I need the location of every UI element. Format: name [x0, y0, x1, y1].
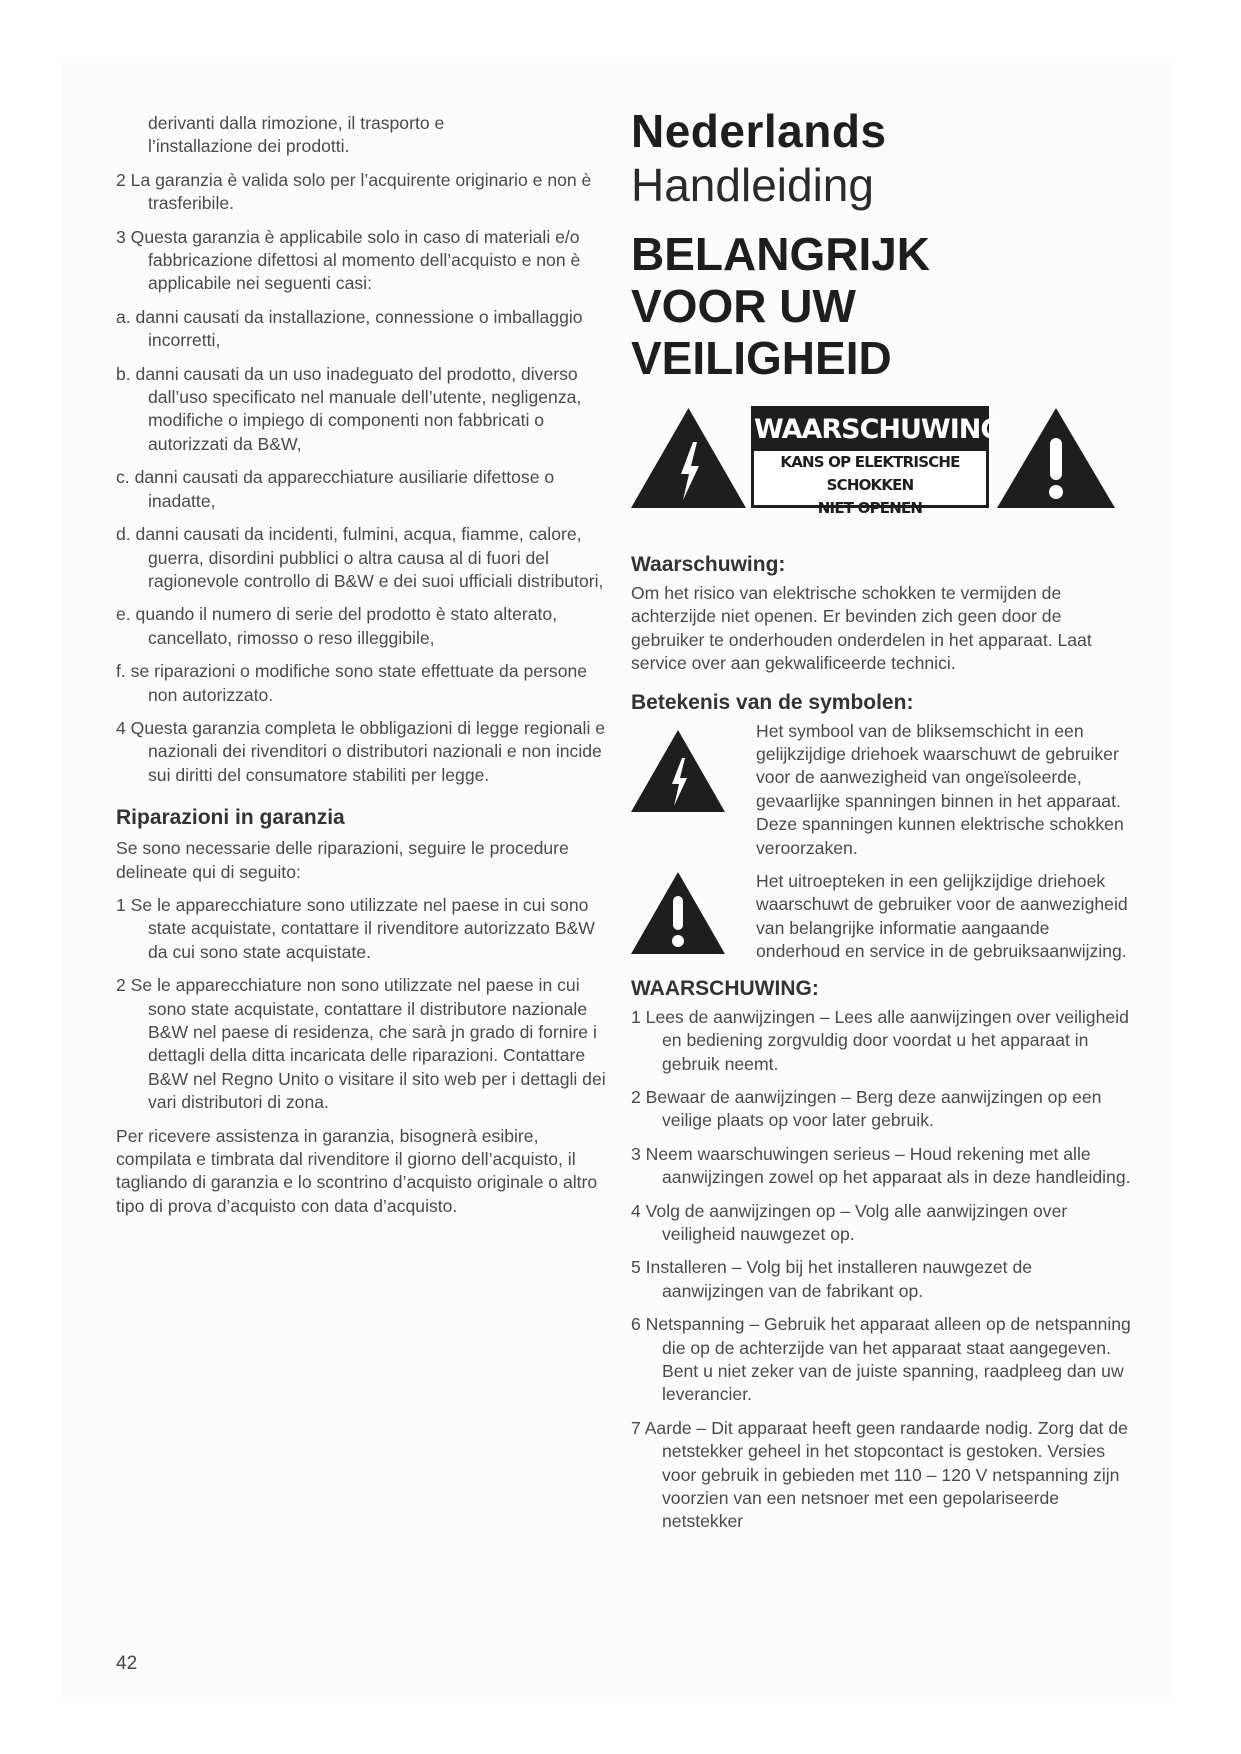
warning-label-box: [751, 406, 1002, 517]
warranty-item: b. danni causati da un uso inadeguato del prodotto, diverso dall’uso specificato nel manuale dell’utente, negligenza, modifiche o impiego di componenti non fabbricati o autorizzati da B&W,: [116, 363, 582, 454]
safety-title-line: BELANGRIJK: [631, 228, 931, 280]
continuation-line: derivanti dalla rimozione, il trasporto e: [148, 113, 445, 133]
continuation-line: l’installazione dei prodotti.: [148, 136, 350, 157]
closing-paragraph: Per ricevere assistenza in garanzia, bisognerà esibire, compilata e timbrata dal rivenditore il giorno dell’acquisto, il tagliando di garanzia e lo scontrino d’acquisto originale o altro tipo di prova d’acquisto con data d’acquisto.: [116, 1125, 598, 1216]
warranty-item: a. danni causati da installazione, connessione o imballaggio incorretti,: [116, 306, 583, 351]
caution-item: 2 Bewaar de aanwijzingen – Berg deze aanwijzingen op een veilige plaats op voor later gebruik.: [631, 1086, 1102, 1131]
caution-item: 4 Volg de aanwijzingen op – Volg alle aanwijzingen over veiligheid nauwgezet op.: [631, 1200, 1068, 1244]
caution-heading: WAARSCHUWING:: [631, 976, 819, 1000]
caution-item: 6 Netspanning – Gebruik het apparaat alleen op de netspanning die op de achterzijde van het apparaat staat aangegeven. Bent u niet zeker van de juiste spanning, raadpleeg dan uw leverancier.: [631, 1314, 1131, 1405]
warning-label-line: KANS OP ELEKTRISCHE SCHOKKEN: [780, 453, 960, 494]
manual-subtitle: Handleiding: [631, 159, 874, 211]
caution-item: 1 Lees de aanwijzingen – Lees alle aanwijzingen over veiligheid en bediening zorgvuldig door voordat u het apparaat in gebruik neemt.: [631, 1006, 1129, 1074]
repair-step: 2 Se le apparecchiature non sono utilizzate nel paese in cui sono state acquistate, contattare il distributore nazionale B&W nel paese di residenza, che sarà jn grado di fornire i dettagli della ditta incaricata delle riparazioni. Contattare B&W nel Regno Unito o visitare il sito web per i dettagli dei vari distributori di zona.: [116, 975, 606, 1113]
warranty-item: e. quando il numero di serie del prodotto è stato alterato, cancellato, rimosso o reso illeggibile,: [116, 604, 558, 648]
warranty-item: f. se riparazioni o modifiche sono state effettuate da persone non autorizzato.: [116, 661, 588, 705]
caution-item: 5 Installeren – Volg bij het installeren nauwgezet de aanwijzingen van de fabrikant op.: [631, 1257, 1033, 1301]
symbol-exclamation-text: Het uitroepteken in een gelijkzijdige driehoek waarschuwt de gebruiker voor de aanwezigheid van belangrijke informatie aangaande onderhoud en service in de gebruiksaanwijzing.: [756, 871, 1128, 962]
warning-label-title: WAARSCHUWING: [754, 409, 986, 451]
exclamation-triangle-icon: [997, 408, 1115, 508]
safety-title-line: VEILIGHEID: [631, 332, 892, 384]
warranty-item: 2 La garanzia è valida solo per l’acquirente originario e non è trasferibile.: [116, 169, 592, 214]
left-column: [116, 112, 606, 1218]
caution-item: 3 Neem waarschuwingen serieus – Houd rekening met alle aanwijzingen zowel op het apparaat als in deze handleiding.: [631, 1143, 1131, 1188]
exclamation-triangle-icon: [631, 872, 725, 954]
caution-item: 7 Aarde – Dit apparaat heeft geen randaarde nodig. Zorg dat de netstekker geheel in het stopcontact is gestoken. Versies voor gebruik in gebieden met 110 – 120 V netspanning zijn voorzien van een netsnoer met een gepolariseerde netstekker: [631, 1417, 1128, 1532]
warning-heading: Waarschuwing:: [631, 553, 786, 576]
safety-title-line: VOOR UW: [631, 280, 856, 332]
symbol-lightning-text: Het symbool van de bliksemschicht in een gelijkzijdige driehoek waarschuwt de gebruiker voor de aanwezigheid van ongeïsoleerde, gevaarlijke spanningen binnen in het apparaat. Deze spanningen kunnen elektrische schokken veroorzaken.: [756, 720, 1124, 858]
symbol-lightning-row: [631, 720, 1131, 860]
warning-text: Om het risico van elektrische schokken te vermijden de achterzijde niet openen. Er bevinden zich geen door de gebruiker te onderhouden onderdelen in het apparaat. Laat service over aan gekwalificeerde technici.: [631, 583, 1092, 674]
right-column: [631, 104, 1131, 1534]
symbol-exclamation-row: [631, 870, 1131, 964]
language-title: Nederlands: [631, 105, 887, 157]
repair-step: 1 Se le apparecchiature sono utilizzate nel paese in cui sono state acquistate, contattare il rivenditore autorizzato B&W da cui sono state acquistate.: [116, 894, 595, 962]
lightning-triangle-icon: [631, 730, 725, 812]
page-number: 42: [116, 1653, 138, 1674]
safety-title: [631, 228, 1131, 384]
warning-label-line: NIET OPENEN: [817, 499, 923, 517]
symbols-heading: Betekenis van de symbolen:: [631, 690, 914, 714]
section-heading: Riparazioni in garanzia: [116, 806, 345, 830]
warranty-item: 4 Questa garanzia completa le obbligazioni di legge regionali e nazionali dei rivenditori o distributori nazionali e non incide sui diritti del consumatore stabiliti per legge.: [116, 717, 606, 785]
warranty-item: c. danni causati da apparecchiature ausiliarie difettose o inadatte,: [116, 467, 555, 511]
warranty-item: d. danni causati da incidenti, fulmini, acqua, fiamme, calore, guerra, disordini pubblici o altra causa al di fuori del ragionevole controllo di B&W e dei suoi ufficiali distributori,: [116, 524, 604, 591]
section-intro: Se sono necessarie delle riparazioni, seguire le procedure delineate qui di seguito:: [116, 838, 569, 882]
warning-banner: [631, 406, 1131, 516]
warranty-item: 3 Questa garanzia è applicabile solo in caso di materiali e/o fabbricazione difettosi al momento dell’acquisto e non è applicabile nei seguenti casi:: [116, 226, 581, 294]
lightning-triangle-icon: [631, 408, 746, 508]
